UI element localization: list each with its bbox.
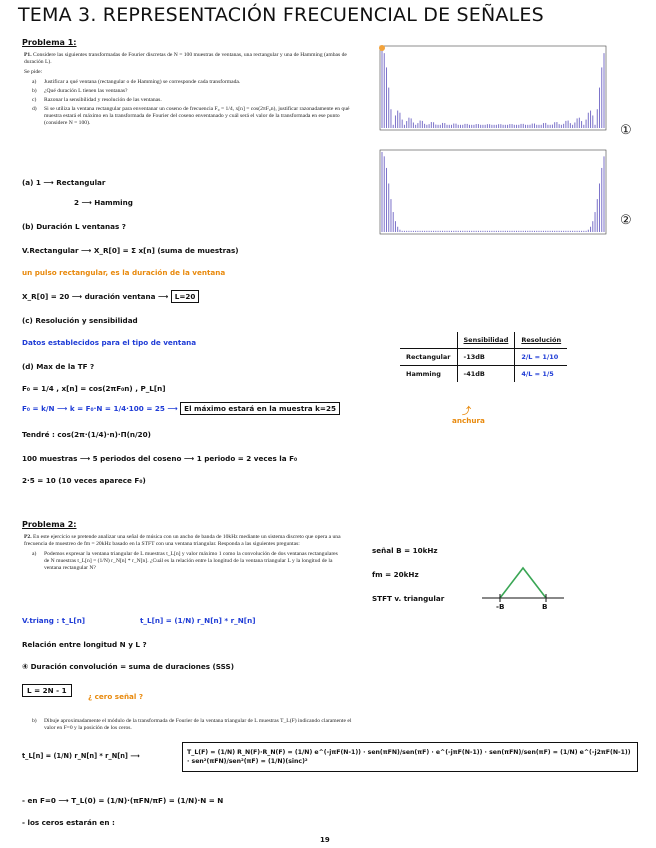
side-line1: señal B = 10kHz [372,546,438,555]
answer-d-line2: F₀ = k/N ⟶ k = F₀·N = 1/4·100 = 25 ⟶ El máximo estará en la muestra k=25 [22,404,340,413]
answer-b-result: X_R[0] = 20 ⟶ duración ventana ⟶ L=20 [22,292,199,301]
list-item: b) ¿Qué duración L tienen las ventanas? [32,88,128,94]
problem2-heading: Problema 2: [22,520,77,529]
dft-plot-2 [370,146,610,238]
answer-c-blue: Datos establecidos para el tipo de ventana [22,338,197,347]
axis-left-label: -B [496,602,505,611]
list-item: a) Justificar a qué ventana (rectangular o de Hamming) se corresponde cada transformada. [32,79,241,85]
sensitivity-resolution-table [400,332,567,382]
orange-note: ¿ cero señal ? [88,692,144,701]
answer-d-line1: F₀ = 1/4 , x[n] = cos(2πF₀n) , P_L[n] [22,384,166,393]
answer-b-orange: un pulso rectangular, es la duración de la ventana [22,268,226,277]
problem2-label: P2. [24,534,32,540]
zeros-line: - los ceros estarán en : [22,818,115,827]
vtriang-formula: t_L[n] = (1/N) r_N[n] * r_N[n] [140,616,256,625]
b-formula-box: T_L(F) = (1/N) R_N(F)·R_N(F) = (1/N) e^(-jπF(N-1)) · sen(πFN)/sen(πF) · e^(-jπF(N-1)) · sen(πFN)/sen(πF) = (1/N) e^(-j2πF(N-1)) · sen²(πFN)/sen²(πF) = (1/N)(sinc)² [182,742,638,772]
answer-d-box: El máximo estará en la muestra k=25 [180,402,340,415]
table-cell: -13dB [457,349,515,366]
table-cell: -41dB [457,366,515,383]
plot-marker-1: ① [620,122,632,137]
page-title: TEMA 3. REPRESENTACIÓN FRECUENCIAL DE SEÑALES [18,4,544,26]
table-header [400,332,457,349]
table-header: Sensibilidad [457,332,515,349]
answer-d-line5: 2·5 = 10 (10 veces aparece F₀) [22,476,146,485]
list-item: c) Razonar la sensibilidad y resolución de las ventanas. [32,97,162,103]
answer-a-line1: (a) 1 ⟶ Rectangular [22,178,106,187]
problem1-items [24,79,354,127]
table-cell: Hamming [406,370,441,378]
side-line3: STFT v. triangular [372,594,445,603]
answer-d-line3: Tendré : cos(2π·(1/4)·n)·Π(n/20) [22,430,151,439]
table-header: Resolución [515,332,567,349]
b-formula: t_L[n] = (1/N) r_N[n] * r_N[n] ⟶ [22,752,140,760]
anchura-arrow-icon: ⤴ [462,407,472,417]
table-cell: 2/L = 1/10 [515,349,567,366]
answer-b-head: (b) Duración L ventanas ? [22,222,126,231]
table-cell: Rectangular [406,353,451,361]
f0-line: - en F=0 ⟶ T_L(0) = (1/N)·(πFN/πF) = (1/N)·N = N [22,796,224,805]
list-item: b) Dibuje aproximadamente el módulo de la transformada de Fourier de la ventana triangular de L muestras T_L(F) indicando claramente el valor en F=0 y la posición de los ceros. [32,718,352,731]
answer-a-line2: 2 ⟶ Hamming [74,198,133,207]
problem1-text: Considere las siguientes transformadas de Fourier discretas de N = 100 muestras de ventanas, una rectangular y una de Hamming (ambas de duración L). [24,52,347,65]
se-pide: Se pide: [24,69,43,75]
peak-marker [379,45,385,51]
page-number: 19 [320,836,330,844]
L-result-box: L = 2N - 1 [22,684,72,697]
problem1-label: P1. [24,52,32,58]
answer-b-box: L=20 [171,290,200,303]
dft-plot-1 [370,42,610,134]
problem1-heading: Problema 1: [22,38,77,47]
answer-d-head: (d) Max de la TF ? [22,362,95,371]
problem1-statement [24,52,354,129]
table-note: anchura [452,416,485,425]
list-item: a) Podemos expresar la ventana triangular de L muestras t_L[n] y valor máximo 1 como la convolución de dos ventanas rectangulares de N muestras t_L[n] = (1/N) r_N[n] * r_N[n]. ¿Cuál es la relación entre la longitud de la ventana triangular L y la longitud de la ventana rectangular N? [32,551,338,571]
list-item: d) Si se utiliza la ventana rectangular para enventanar un coseno de frecuencia F₀ = 1/4, x[n] = cos(2πF₀n), justificar razonadamente en qué muestra estará el máximo en la transformada de Fourier del coseno enventanado y cuál será el valor de la transformada en ese punto (considere N = 100). [32,106,350,126]
problem2-statement [24,534,344,574]
relacion-line: Relación entre longitud N y L ? [22,640,147,649]
convolucion-line: ④ Duración convolución = suma de duraciones (SSS) [22,662,234,671]
answer-c-head: (c) Resolución y sensibilidad [22,316,138,325]
problem2-text: En este ejercicio se pretende analizar una señal de música con un ancho de banda de 10kHz mediante un sistema discreto que opera a una frecuencia de muestreo de fm = 20kHz basado en la STFT con una ventana triangular. Responda a las siguientes preguntas: [24,534,341,547]
answer-b-formula: V.Rectangular ⟶ X_R[0] = Σ x[n] (suma de muestras) [22,246,239,255]
problem2-item-b [24,718,364,734]
triangle-spectrum-diagram [478,552,568,608]
plot-marker-2: ② [620,212,632,227]
answer-d-line4: 100 muestras ⟶ 5 periodos del coseno ⟶ 1 periodo = 2 veces la F₀ [22,454,298,463]
axis-right-label: B [542,602,548,611]
side-line2: fm = 20kHz [372,570,419,579]
table-cell: 4/L = 1/5 [515,366,567,383]
vtriang-label: V.triang : t_L[n] [22,616,86,625]
